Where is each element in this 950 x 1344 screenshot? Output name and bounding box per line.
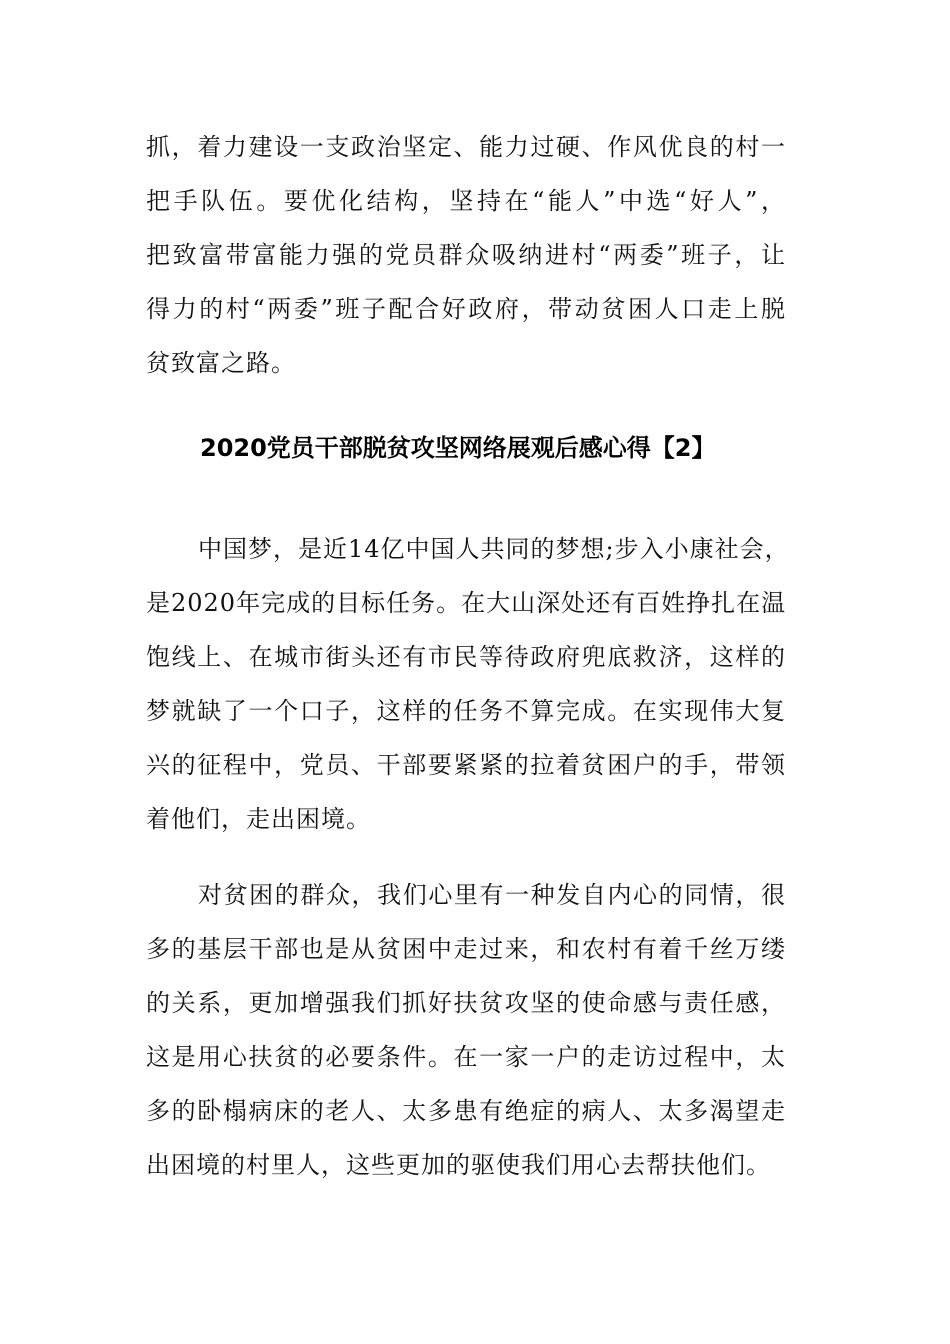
text-line: 贫致富之路。 [146, 349, 296, 377]
text-line: 中国梦，是近14亿中国人共同的梦想;步入小康社会， [198, 535, 790, 563]
text-line: 出困境的村里人，这些更加的驱使我们用心去帮扶他们。 [146, 1151, 771, 1179]
text-line: 把致富带富能力强的党员群众吸纳进村“两委”班子，让 [146, 241, 786, 269]
text-line: 把手队伍。要优化结构，坚持在“能人”中选“好人”， [146, 187, 786, 215]
text-line: 饱线上、在城市街头还有市民等待政府兜底救济，这样的 [146, 643, 786, 671]
text-line: 梦就缺了一个口子，这样的任务不算完成。在实现伟大复 [146, 697, 786, 725]
section-heading: 2020党员干部脱贫攻坚网络展观后感心得【2】 [200, 434, 716, 462]
text-line: 兴的征程中，党员、干部要紧紧的拉着贫困户的手，带领 [146, 751, 786, 779]
text-line: 对贫困的群众，我们心里有一种发自内心的同情，很 [198, 881, 786, 909]
text-line: 抓，着力建设一支政治坚定、能力过硬、作风优良的村一 [146, 133, 786, 161]
text-line: 多的基层干部也是从贫困中走过来，和农村有着千丝万缕 [146, 935, 786, 963]
text-line: 多的卧榻病床的老人、太多患有绝症的病人、太多渴望走 [146, 1097, 786, 1125]
text-line: 的关系，更加增强我们抓好扶贫攻坚的使命感与责任感， [146, 989, 786, 1017]
paragraph-continuation [146, 120, 786, 390]
paragraph-1 [146, 522, 790, 846]
text-line: 是2020年完成的目标任务。在大山深处还有百姓挣扎在温 [146, 589, 787, 617]
paragraph-2 [146, 868, 786, 1192]
text-line: 着他们，走出困境。 [146, 805, 371, 833]
text-line: 这是用心扶贫的必要条件。在一家一户的走访过程中，太 [146, 1043, 786, 1071]
text-line: 得力的村“两委”班子配合好政府，带动贫困人口走上脱 [146, 295, 786, 323]
